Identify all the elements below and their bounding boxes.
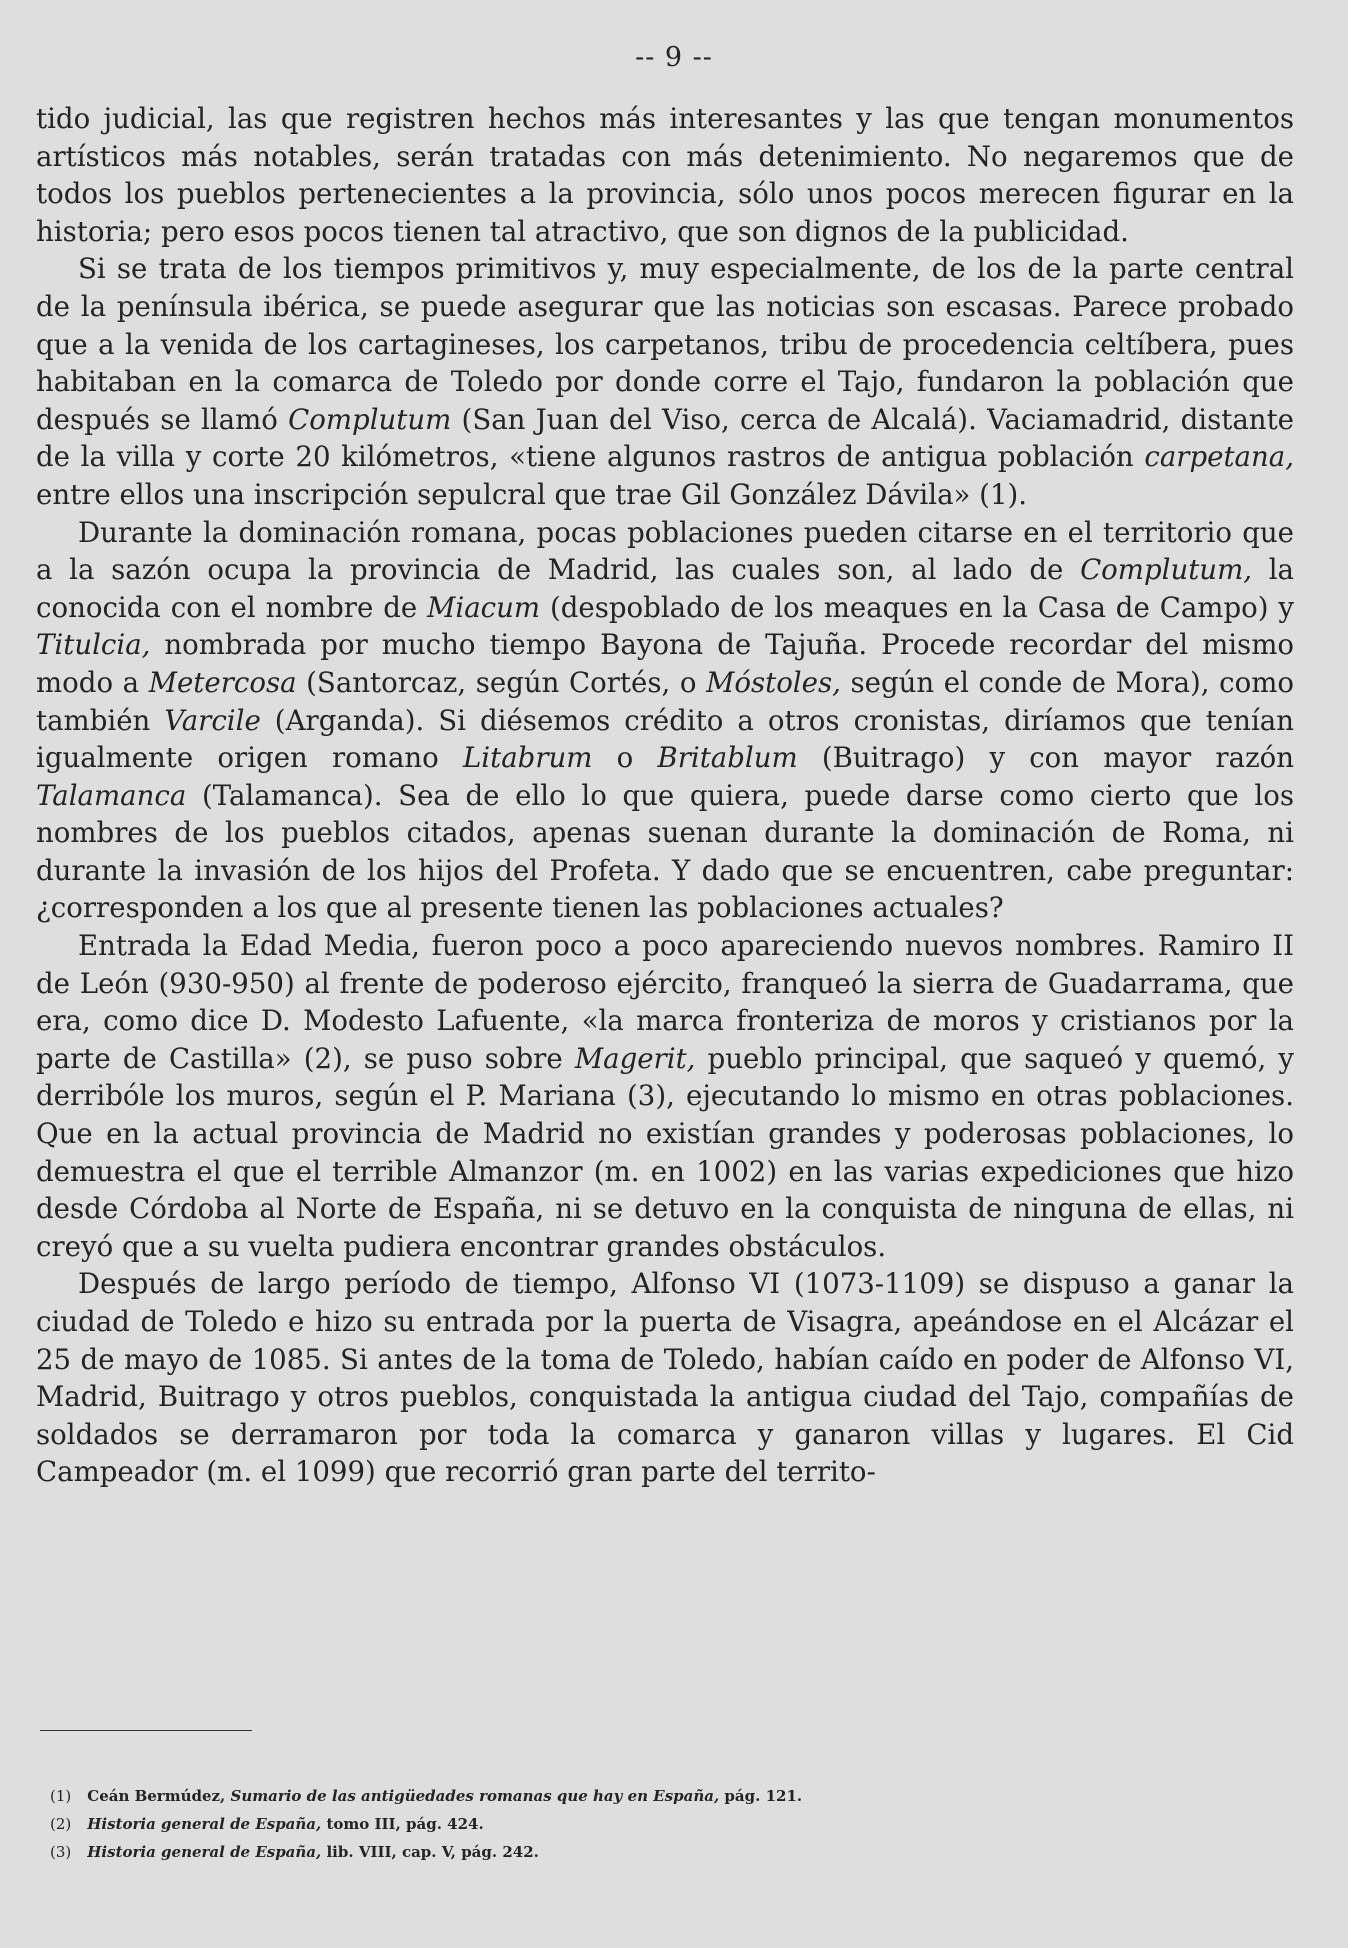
italic-term: Sumario de las antigüedades romanas que hay en España, [230, 1787, 720, 1805]
footnote [50, 1838, 1250, 1866]
footnote-number: (1) [50, 1787, 72, 1805]
paragraph [36, 250, 1294, 513]
footnotes [50, 1782, 1250, 1866]
text-run: (despoblado de los meaques en la Casa de Campo) y [540, 590, 1294, 624]
paragraph [36, 927, 1294, 1265]
text-run: tomo III, pág. 424. [321, 1815, 484, 1833]
italic-term: Historia general de España, [87, 1815, 322, 1833]
page-number: -- 9 -- [635, 42, 713, 73]
italic-term: Magerit, [574, 1041, 696, 1075]
text-run: pág. 121. [719, 1787, 803, 1805]
text-run: Entrada la Edad Media, fueron poco a poco apareciendo nuevos nombres. Ramiro II de León (930-950) al frente de poderoso ejército, franqueó la sierra de Guadarrama, que era, como dice D. Modesto Lafuente, «la marca fronteriza de moros y cristianos por la parte de Castilla» (2), se puso sobre [36, 929, 1294, 1075]
italic-term: Móstoles, [706, 665, 841, 699]
text-run: (Arganda). Si diésemos crédito a otros cronistas, diríamos que tenían igualmente origen romano [36, 703, 1294, 775]
italic-term: Litabrum [462, 741, 593, 775]
text-run: o [592, 741, 658, 775]
text-run: entre ellos una inscripción sepulcral que trae Gil González Dávila» (1). [36, 477, 1028, 511]
footnote-divider [40, 1730, 252, 1731]
text-run: (Talamanca). Sea de ello lo que quiera, puede darse como cierto que los nombres de los pueblos citados, apenas suenan durante la dominación de Roma, ni durante la invasión de los hijos del Profeta. Y dado que se encuentren, cabe preguntar: ¿corresponden a los que al presente tienen las poblaciones actuales? [36, 778, 1294, 925]
text-run: Después de largo período de tiempo, Alfonso VI (1073-1109) se dispuso a ganar la ciudad de Toledo e hizo su entrada por la puerta de Visagra, apeándose en el Alcázar el 25 de mayo de 1085. Si antes de la toma de Toledo, habían caído en poder de Alfonso VI, Madrid, Buitrago y otros pueblos, conquistada la antigua ciudad del Tajo, compañías de soldados se derramaron por toda la comarca y ganaron villas y lugares. El Cid Campeador (m. el 1099) que recorrió gran parte del territo- [36, 1267, 1294, 1489]
text-run: Si se trata de los tiempos primitivos y, muy especialmente, de los de la parte central de la península ibérica, se puede asegurar que las noticias son escasas. Parece probado que a la venida de los cartagineses, los carpetanos, tribu de procedencia celtíbera, pues habitaban en la comarca de Toledo por donde corre el Tajo, fundaron la población que después se llamó [36, 252, 1294, 436]
text-run: (Buitrago) y con mayor razón [797, 741, 1294, 775]
paragraph [36, 100, 1294, 250]
italic-term: Miacum [427, 590, 541, 624]
text-run: la conocida con el nombre de [36, 553, 1294, 624]
text-run: según el conde de Mora), como también [36, 665, 1294, 737]
text-run: lib. VIII, cap. V, pág. 242. [321, 1843, 539, 1861]
italic-term: Talamanca [36, 778, 187, 812]
italic-term: Titulcia, [36, 628, 151, 662]
text-run: tido judicial, las que registren hechos más interesantes y las que tengan monumentos artísticos más notables, serán tratadas con más detenimiento. No negaremos que de todos los pueblos pertenecientes a la provincia, sólo unos pocos merecen figurar en la historia; pero esos pocos tienen tal atractivo, que son dignos de la publicidad. [36, 102, 1294, 248]
text-run: (San Juan del Viso, cerca de Alcalá). Vaciamadrid, distante de la villa y corte 20 kilómetros, «tiene algunos rastros de antigua población [36, 402, 1294, 474]
paragraph [36, 514, 1294, 928]
italic-term: Britablum [657, 741, 798, 775]
text-run: Durante la dominación romana, pocas poblaciones pueden citarse en el territorio que a la sazón ocupa la provincia de Madrid, las cuales son, al lado de [36, 515, 1294, 587]
italic-term: Varcile [164, 703, 261, 737]
footnote [50, 1810, 1250, 1838]
paragraph [36, 1265, 1294, 1491]
text-run: Ceán Bermúdez, [87, 1787, 231, 1805]
italic-term: Metercosa [148, 665, 297, 699]
footnote [50, 1782, 1250, 1810]
italic-term: Complutum, [1080, 553, 1253, 587]
italic-term: Complutum [288, 402, 452, 436]
italic-term: carpetana, [1144, 440, 1294, 474]
footnote-number: (2) [50, 1815, 72, 1833]
italic-term: Historia general de España, [87, 1843, 322, 1861]
text-run: nombrada por mucho tiempo Bayona de Tajuña. Procede recordar del mismo modo a [36, 628, 1294, 699]
body-text [36, 100, 1294, 1491]
text-run: (Santorcaz, según Cortés, o [296, 665, 707, 699]
footnote-number: (3) [50, 1843, 72, 1861]
text-run: pueblo principal, que saqueó y quemó, y derribóle los muros, según el P. Mariana (3), ejecutando lo mismo en otras poblaciones. Que en la actual provincia de Madrid no existían grandes y poderosas poblaciones, lo demuestra el que el terrible Almanzor (m. en 1002) en las varias expediciones que hizo desde Córdoba al Norte de España, ni se detuvo en la conquista de ninguna de ellas, ni creyó que a su vuelta pudiera encontrar grandes obstáculos. [36, 1041, 1294, 1263]
